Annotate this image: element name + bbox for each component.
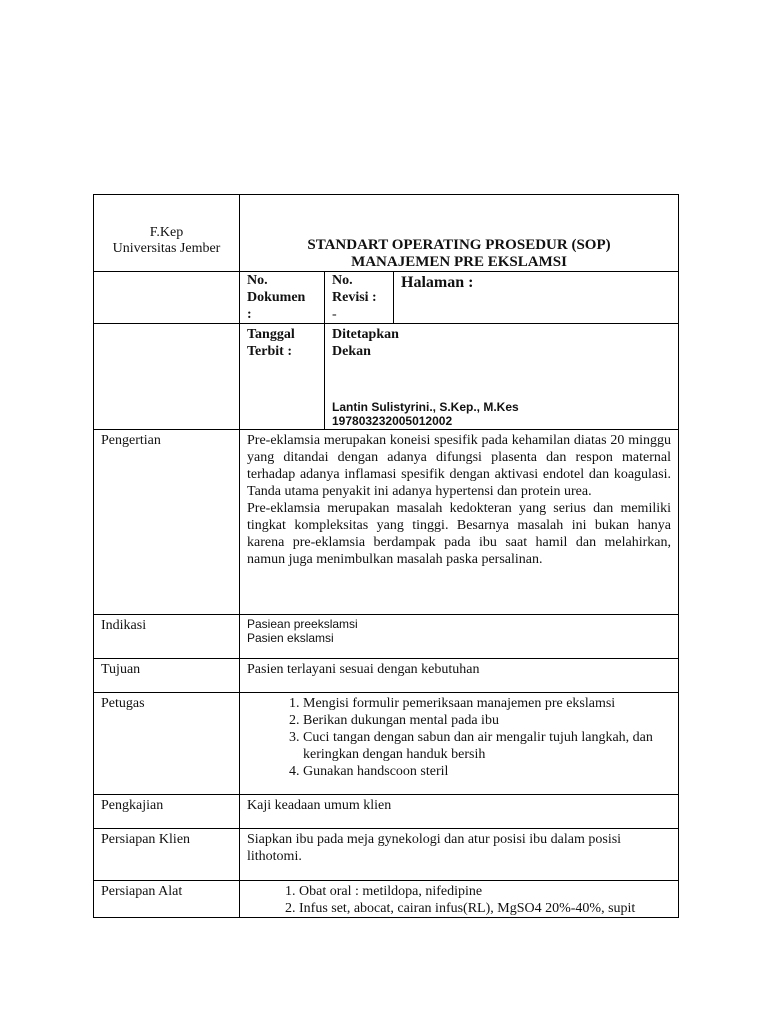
pengertian-para1: Pre-eklamsia merupakan koneisi spesifik pada kehamilan diatas 20 minggu yang ditandai dengan adanya difungsi plasenta dan respon maternal terhadap adanya inflamasi spesifik dengan aktivasi endotel dan koagulasi. Tanda utama penyakit ini adanya hypertensi dan protein urea. bbox=[247, 433, 671, 499]
persiapan-alat-label: Persiapan Alat bbox=[94, 881, 240, 918]
pengkajian-label: Pengkajian bbox=[94, 795, 240, 829]
no-revisi-label: No. bbox=[332, 273, 353, 288]
pengertian-para2: Pre-eklamsia merupakan masalah kedokteran yang serius dan memiliki tingkat kompleksitas yang tinggi. Besarnya masalah ini bukan hanya karena pre-eklamsia berdampak pada ibu saat hamil dan melahirkan, namun juga menimbulkan masalah paska persalinan. bbox=[247, 501, 671, 567]
indikasi-content bbox=[240, 615, 679, 659]
list-item: 2. Infus set, abocat, cairan infus(RL), MgSO4 20%-40%, supit bbox=[299, 900, 671, 917]
persiapan-alat-content bbox=[240, 881, 679, 918]
no-revisi-value: - bbox=[332, 307, 337, 322]
list-item: 2. Berikan dukungan mental pada ibu bbox=[303, 712, 671, 729]
list-item: 4. Gunakan handscoon steril bbox=[303, 763, 671, 780]
no-revisi-cell bbox=[325, 272, 394, 324]
tanggal-label: Tanggal bbox=[247, 327, 295, 342]
persiapan-klien-content: Siapkan ibu pada meja gynekologi dan atur posisi ibu dalam posisi lithotomi. bbox=[240, 829, 679, 881]
halaman-label: Halaman : bbox=[401, 274, 474, 291]
pengkajian-content: Kaji keadaan umum klien bbox=[240, 795, 679, 829]
empty-cell bbox=[94, 272, 240, 324]
persiapan-alat-list bbox=[247, 883, 671, 917]
indikasi-label: Indikasi bbox=[94, 615, 240, 659]
petugas-label: Petugas bbox=[94, 693, 240, 795]
sop-table bbox=[93, 194, 679, 918]
no-revisi-label-2: Revisi : bbox=[332, 290, 377, 305]
ditetapkan-cell bbox=[325, 324, 679, 430]
empty-cell-2 bbox=[94, 324, 240, 430]
tujuan-label: Tujuan bbox=[94, 659, 240, 693]
dekan-label: Dekan bbox=[332, 344, 371, 359]
title-cell bbox=[240, 195, 679, 272]
persiapan-klien-label: Persiapan Klien bbox=[94, 829, 240, 881]
sop-document bbox=[93, 194, 678, 918]
no-dokumen-label: No. bbox=[247, 273, 268, 288]
institution-line2: Universitas Jember bbox=[112, 241, 221, 256]
no-dokumen-label-2: Dokumen bbox=[247, 290, 306, 305]
petugas-list bbox=[247, 695, 671, 780]
no-dokumen-colon: : bbox=[247, 307, 252, 322]
indikasi-line1: Pasiean preekslamsi bbox=[247, 617, 358, 631]
list-item: 1. Mengisi formulir pemeriksaan manajemen pre ekslamsi bbox=[303, 695, 671, 712]
petugas-content bbox=[240, 693, 679, 795]
pengertian-label: Pengertian bbox=[94, 430, 240, 615]
indikasi-line2: Pasien ekslamsi bbox=[247, 631, 334, 645]
tujuan-content: Pasien terlayani sesuai dengan kebutuhan bbox=[240, 659, 679, 693]
title-line1: STANDART OPERATING PROSEDUR (SOP) bbox=[307, 237, 611, 253]
no-dokumen-cell bbox=[240, 272, 325, 324]
terbit-label: Terbit : bbox=[247, 344, 292, 359]
signer-name: Lantin Sulistyrini., S.Kep., M.Kes bbox=[332, 400, 519, 414]
institution-line1: F.Kep bbox=[149, 225, 184, 240]
pengertian-content bbox=[240, 430, 679, 615]
title-line2: MANAJEMEN PRE EKSLAMSI bbox=[351, 254, 567, 270]
signer-nip: 197803232005012002 bbox=[332, 414, 453, 428]
halaman-cell bbox=[394, 272, 679, 324]
institution-cell bbox=[94, 195, 240, 272]
list-item: 1. Obat oral : metildopa, nifedipine bbox=[299, 883, 671, 900]
tanggal-terbit-cell bbox=[240, 324, 325, 430]
ditetapkan-label: Ditetapkan bbox=[332, 327, 399, 342]
list-item: 3. Cuci tangan dengan sabun dan air mengalir tujuh langkah, dan keringkan dengan handuk bersih bbox=[303, 729, 671, 763]
